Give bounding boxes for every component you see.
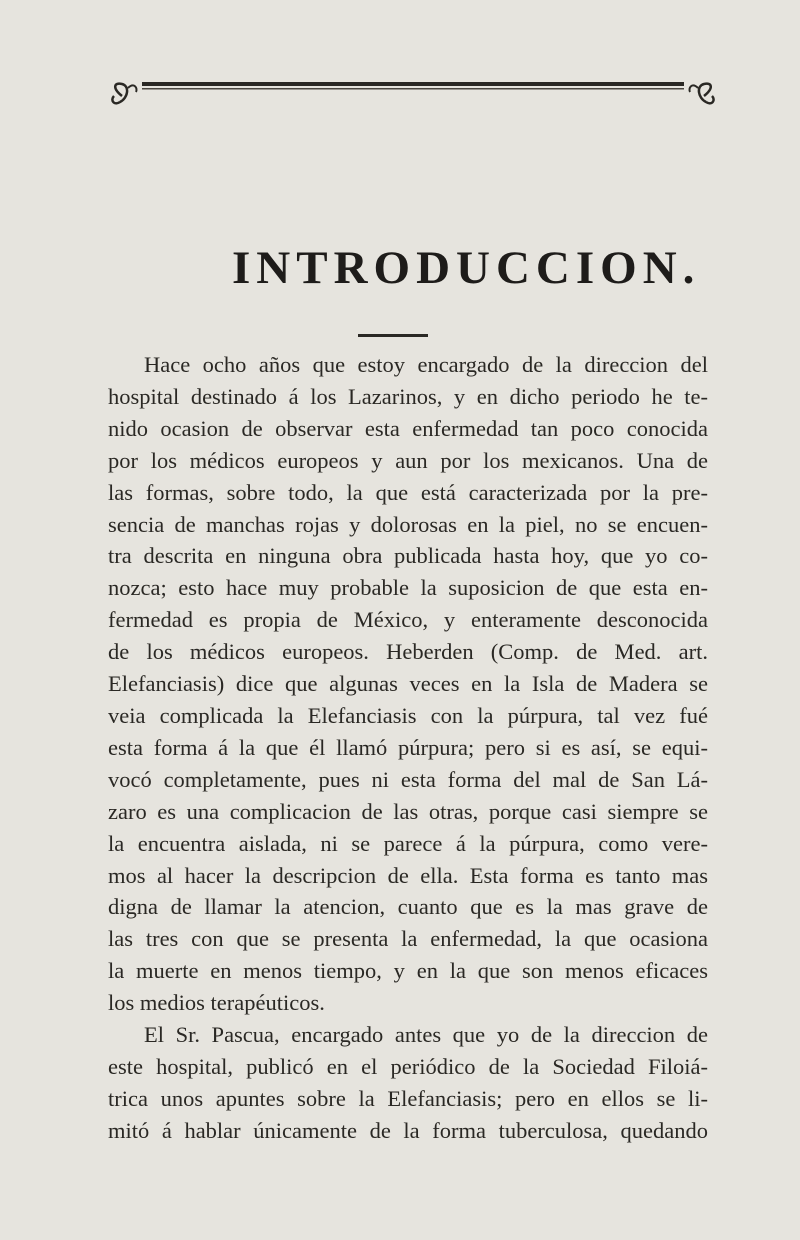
text-line: fermedad es propia de México, y enteramente desconocida [108,607,708,633]
body-text [108,349,708,1147]
heading-underline [358,334,428,337]
text-line: las formas, sobre todo, la que está caracterizada por la pre- [108,479,708,505]
section-heading: INTRODUCCION. [232,242,701,294]
text-line: trica unos apuntes sobre la Elefanciasis; pero en ellos se li- [108,1085,708,1111]
text-line: Elefanciasis) dice que algunas veces en la Isla de Madera se [108,671,708,697]
text-line: mos al hacer la descripcion de ella. Esta forma es tanto mas [108,862,708,888]
text-line: digna de llamar la atencion, cuanto que es la mas grave de [108,894,708,920]
text-line: mitó á hablar únicamente de la forma tuberculosa, quedando [108,1117,708,1143]
text-line: por los médicos europeos y aun por los mexicanos. Una de [108,447,708,473]
text-line: esta forma á la que él llamó púrpura; pero si es así, se equi- [108,734,708,760]
text-line: los medios terapéuticos. [108,990,325,1016]
text-line: Hace ocho años que estoy encargado de la direccion del [144,352,708,377]
text-line: la muerte en menos tiempo, y en la que son menos eficaces [108,958,708,984]
text-line: nozca; esto hace muy probable la suposicion de que esta en- [108,575,708,601]
header-ornament-rule [108,78,718,114]
text-line: hospital destinado á los Lazarinos, y en dicho periodo he te- [108,383,708,409]
text-line: zaro es una complicacion de las otras, porque casi siempre se [108,798,708,824]
text-line: El Sr. Pascua, encargado antes que yo de la direccion de [144,1022,708,1048]
text-line: vocó completamente, pues ni esta forma del mal de San Lá- [108,766,708,792]
text-line: de los médicos europeos. Heberden (Comp. de Med. art. [108,639,708,665]
text-line: este hospital, publicó en el periódico de la Sociedad Filoiá- [108,1053,708,1079]
text-line: tra descrita en ninguna obra publicada hasta hoy, que yo co- [108,543,708,569]
text-line: la encuentra aislada, ni se parece á la púrpura, como vere- [108,830,708,856]
text-line: las tres con que se presenta la enfermedad, la que ocasiona [108,926,708,952]
text-line: nido ocasion de observar esta enfermedad tan poco conocida [108,415,708,441]
text-line: sencia de manchas rojas y dolorosas en la piel, no se encuen- [108,511,708,537]
text-line: veia complicada la Elefanciasis con la púrpura, tal vez fué [108,702,708,728]
